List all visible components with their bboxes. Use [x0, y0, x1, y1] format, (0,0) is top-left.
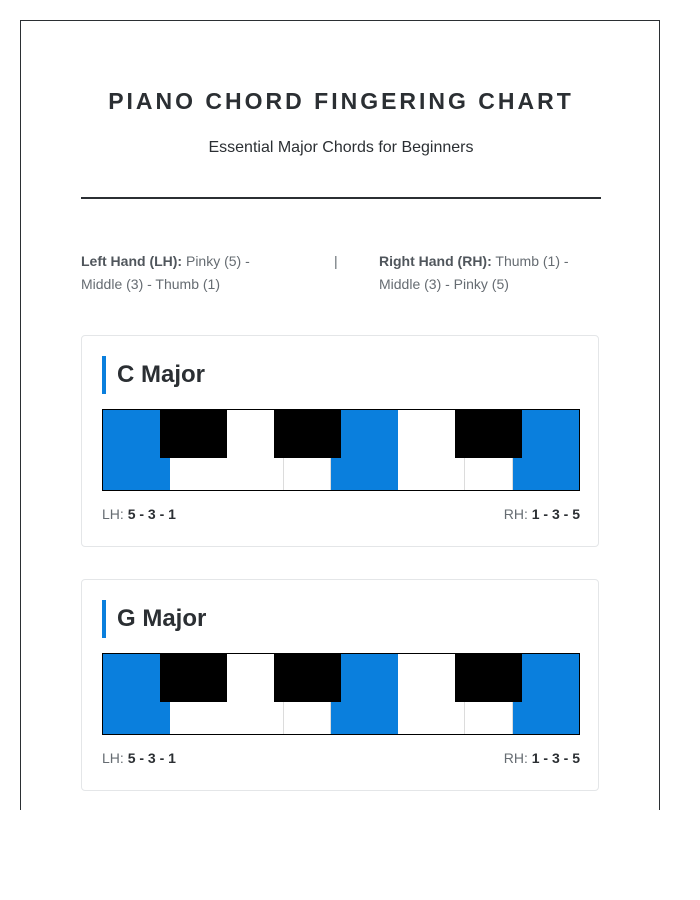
black-key-1 — [160, 654, 227, 702]
rh-fingering-value: 1 - 3 - 5 — [531, 750, 580, 766]
black-key-1 — [160, 410, 227, 458]
rh-fingering — [504, 750, 580, 766]
page-title: PIANO CHORD FINGERING CHART — [108, 88, 574, 114]
chart-page — [20, 20, 660, 810]
legend-right-hand — [379, 250, 579, 296]
lh-fingering-value: 5 - 3 - 1 — [127, 750, 176, 766]
black-key-2 — [274, 654, 341, 702]
black-key-3 — [455, 410, 522, 458]
chord-title: G Major — [102, 600, 206, 638]
piano-keyboard — [102, 409, 580, 491]
chord-card-c-major — [81, 335, 599, 547]
legend-rh-label: Right Hand (RH): — [379, 253, 492, 269]
white-key-4 — [331, 410, 398, 490]
page-subtitle: Essential Major Chords for Beginners — [208, 139, 474, 156]
legend-separator: | — [334, 253, 338, 269]
lh-fingering — [102, 506, 176, 522]
lh-fingering — [102, 750, 176, 766]
legend-lh-label: Left Hand (LH): — [81, 253, 183, 269]
rh-prefix: RH: — [503, 506, 528, 522]
black-key-3 — [455, 654, 522, 702]
white-key-7 — [513, 654, 579, 734]
legend-lh-text: Pinky (5) - Middle (3) - Thumb (1) — [81, 253, 250, 292]
lh-prefix: LH: — [102, 506, 124, 522]
white-key-4 — [331, 654, 398, 734]
rh-prefix: RH: — [503, 750, 528, 766]
rh-fingering-value: 1 - 3 - 5 — [531, 506, 580, 522]
header-divider — [81, 197, 601, 199]
rh-fingering — [504, 506, 580, 522]
legend-rh-text: Thumb (1) - Middle (3) - Pinky (5) — [379, 253, 569, 292]
lh-prefix: LH: — [102, 750, 124, 766]
lh-fingering-value: 5 - 3 - 1 — [127, 506, 176, 522]
piano-keyboard — [102, 653, 580, 735]
black-key-2 — [274, 410, 341, 458]
white-key-7 — [513, 410, 579, 490]
chord-card-g-major — [81, 579, 599, 791]
chord-title: C Major — [102, 356, 205, 394]
legend-left-hand — [81, 250, 281, 296]
